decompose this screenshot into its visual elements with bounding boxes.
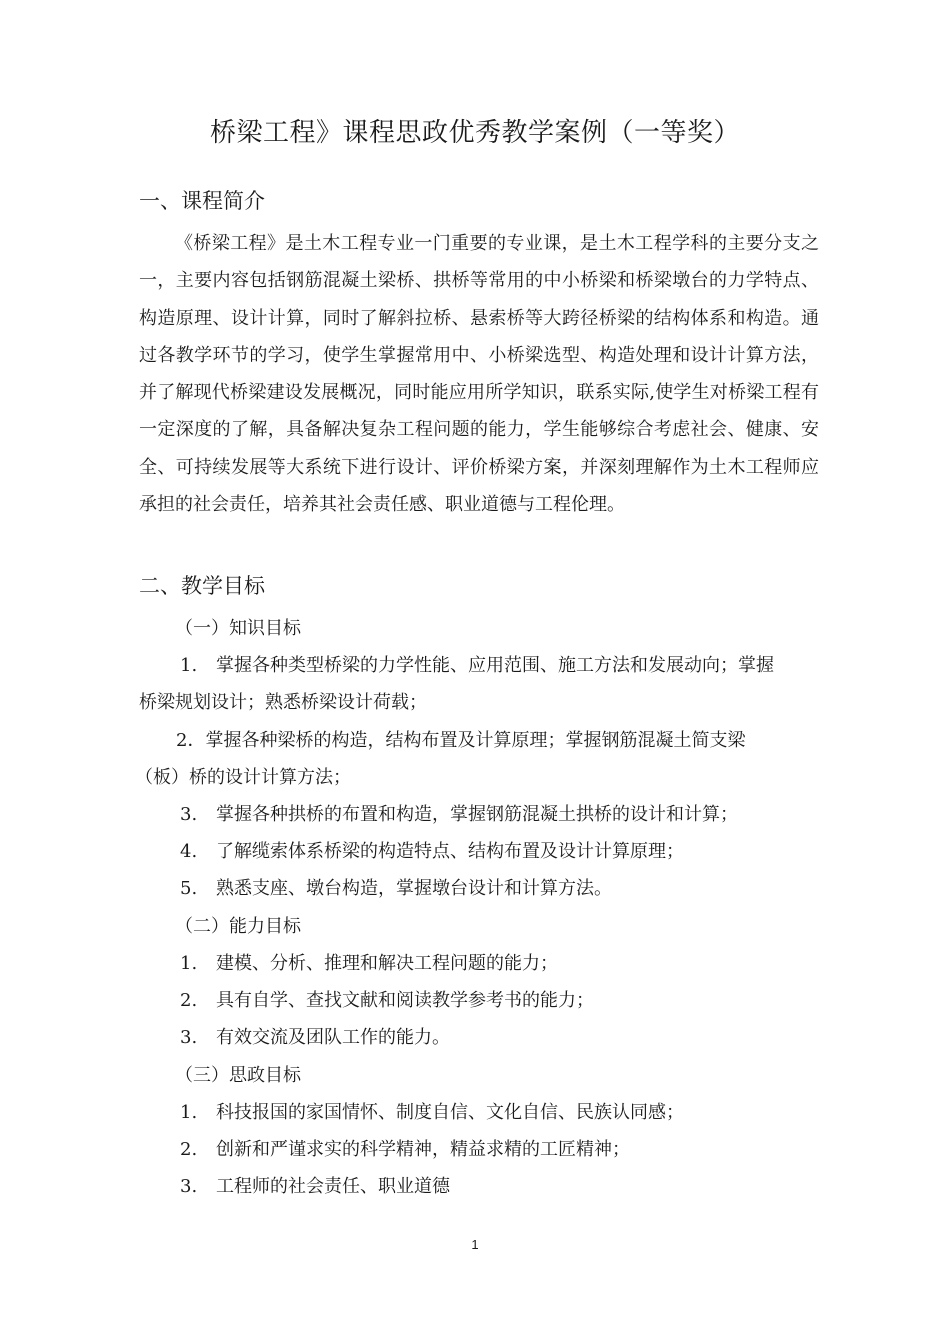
item-number: 3.	[180, 1176, 198, 1197]
item-number: 2.	[180, 1139, 198, 1160]
course-intro-paragraph: 《桥梁工程》是土木工程专业一门重要的专业课，是土木工程学科的主要分支之一，主要内容包括钢筋混凝土梁桥、拱桥等常用的中小桥梁和桥梁墩台的力学特点、构造原理、设计计算，同时了解斜拉桥、悬索桥等大跨径桥梁的结构体系和构造。通过各教学环节的学习，使学生掌握常用中、小桥梁选型、构造处理和设计计算方法，并了解现代桥梁建设发展概况，同时能应用所学知识，联系实际,使学生对桥梁工程有一定深度的了解，具备解决复杂工程问题的能力，学生能够综合考虑社会、健康、安全、可持续发展等大系统下进行设计、评价桥梁方案，并深刻理解作为土木工程师应承担的社会责任，培养其社会责任感、职业道德与工程伦理。	[139, 233, 819, 516]
subheading-ability-goals: （二）能力目标	[175, 916, 301, 937]
ability-item-3	[180, 1024, 450, 1052]
subheading-ideological-goals: （三）思政目标	[175, 1065, 301, 1086]
item-number: 5.	[180, 878, 198, 899]
section-heading-teaching-goals: 二、教学目标	[139, 574, 265, 598]
ability-item-1	[180, 950, 558, 978]
page-number: 1	[471, 1237, 479, 1252]
item-text: 了解缆索体系桥梁的构造特点、结构布置及设计计算原理；	[216, 841, 684, 862]
knowledge-item-4	[180, 838, 684, 866]
section-heading-course-intro: 一、课程简介	[139, 189, 265, 213]
knowledge-item-5	[180, 875, 612, 903]
knowledge-item-2-continued: （板）桥的设计计算方法；	[135, 767, 351, 788]
item-text: 熟悉支座、墩台构造，掌握墩台设计和计算方法。	[216, 878, 612, 899]
item-text: 具有自学、查找文献和阅读教学参考书的能力；	[216, 990, 594, 1011]
item-text: 创新和严谨求实的科学精神，精益求精的工匠精神；	[216, 1139, 630, 1160]
item-number: 2.	[180, 990, 198, 1011]
item-number: 1.	[180, 953, 198, 974]
knowledge-item-1	[180, 652, 774, 680]
item-number: 3.	[180, 1027, 198, 1048]
item-number: 1.	[180, 655, 198, 676]
ability-item-2	[180, 987, 594, 1015]
knowledge-item-2: 2．掌握各种梁桥的构造，结构布置及计算原理；掌握钢筋混凝土简支梁	[176, 730, 746, 751]
ideological-item-3	[180, 1173, 450, 1201]
item-text: 工程师的社会责任、职业道德	[216, 1176, 450, 1197]
item-text: 有效交流及团队工作的能力。	[216, 1027, 450, 1048]
knowledge-item-1-continued: 桥梁规划设计；熟悉桥梁设计荷载；	[139, 692, 427, 713]
ideological-item-1	[180, 1099, 684, 1127]
item-text: 掌握各种类型桥梁的力学性能、应用范围、施工方法和发展动向；掌握	[216, 655, 774, 676]
subheading-knowledge-goals: （一）知识目标	[175, 618, 301, 639]
knowledge-item-3	[180, 801, 738, 829]
document-title: 桥梁工程》课程思政优秀教学案例（一等奖）	[209, 118, 740, 148]
ideological-item-2	[180, 1136, 630, 1164]
item-text: 建模、分析、推理和解决工程问题的能力；	[216, 953, 558, 974]
item-number: 3.	[180, 804, 198, 825]
item-text: 科技报国的家国情怀、制度自信、文化自信、民族认同感；	[216, 1102, 684, 1123]
item-number: 4.	[180, 841, 198, 862]
item-text: 掌握各种拱桥的布置和构造，掌握钢筋混凝土拱桥的设计和计算；	[216, 804, 738, 825]
item-number: 1.	[180, 1102, 198, 1123]
